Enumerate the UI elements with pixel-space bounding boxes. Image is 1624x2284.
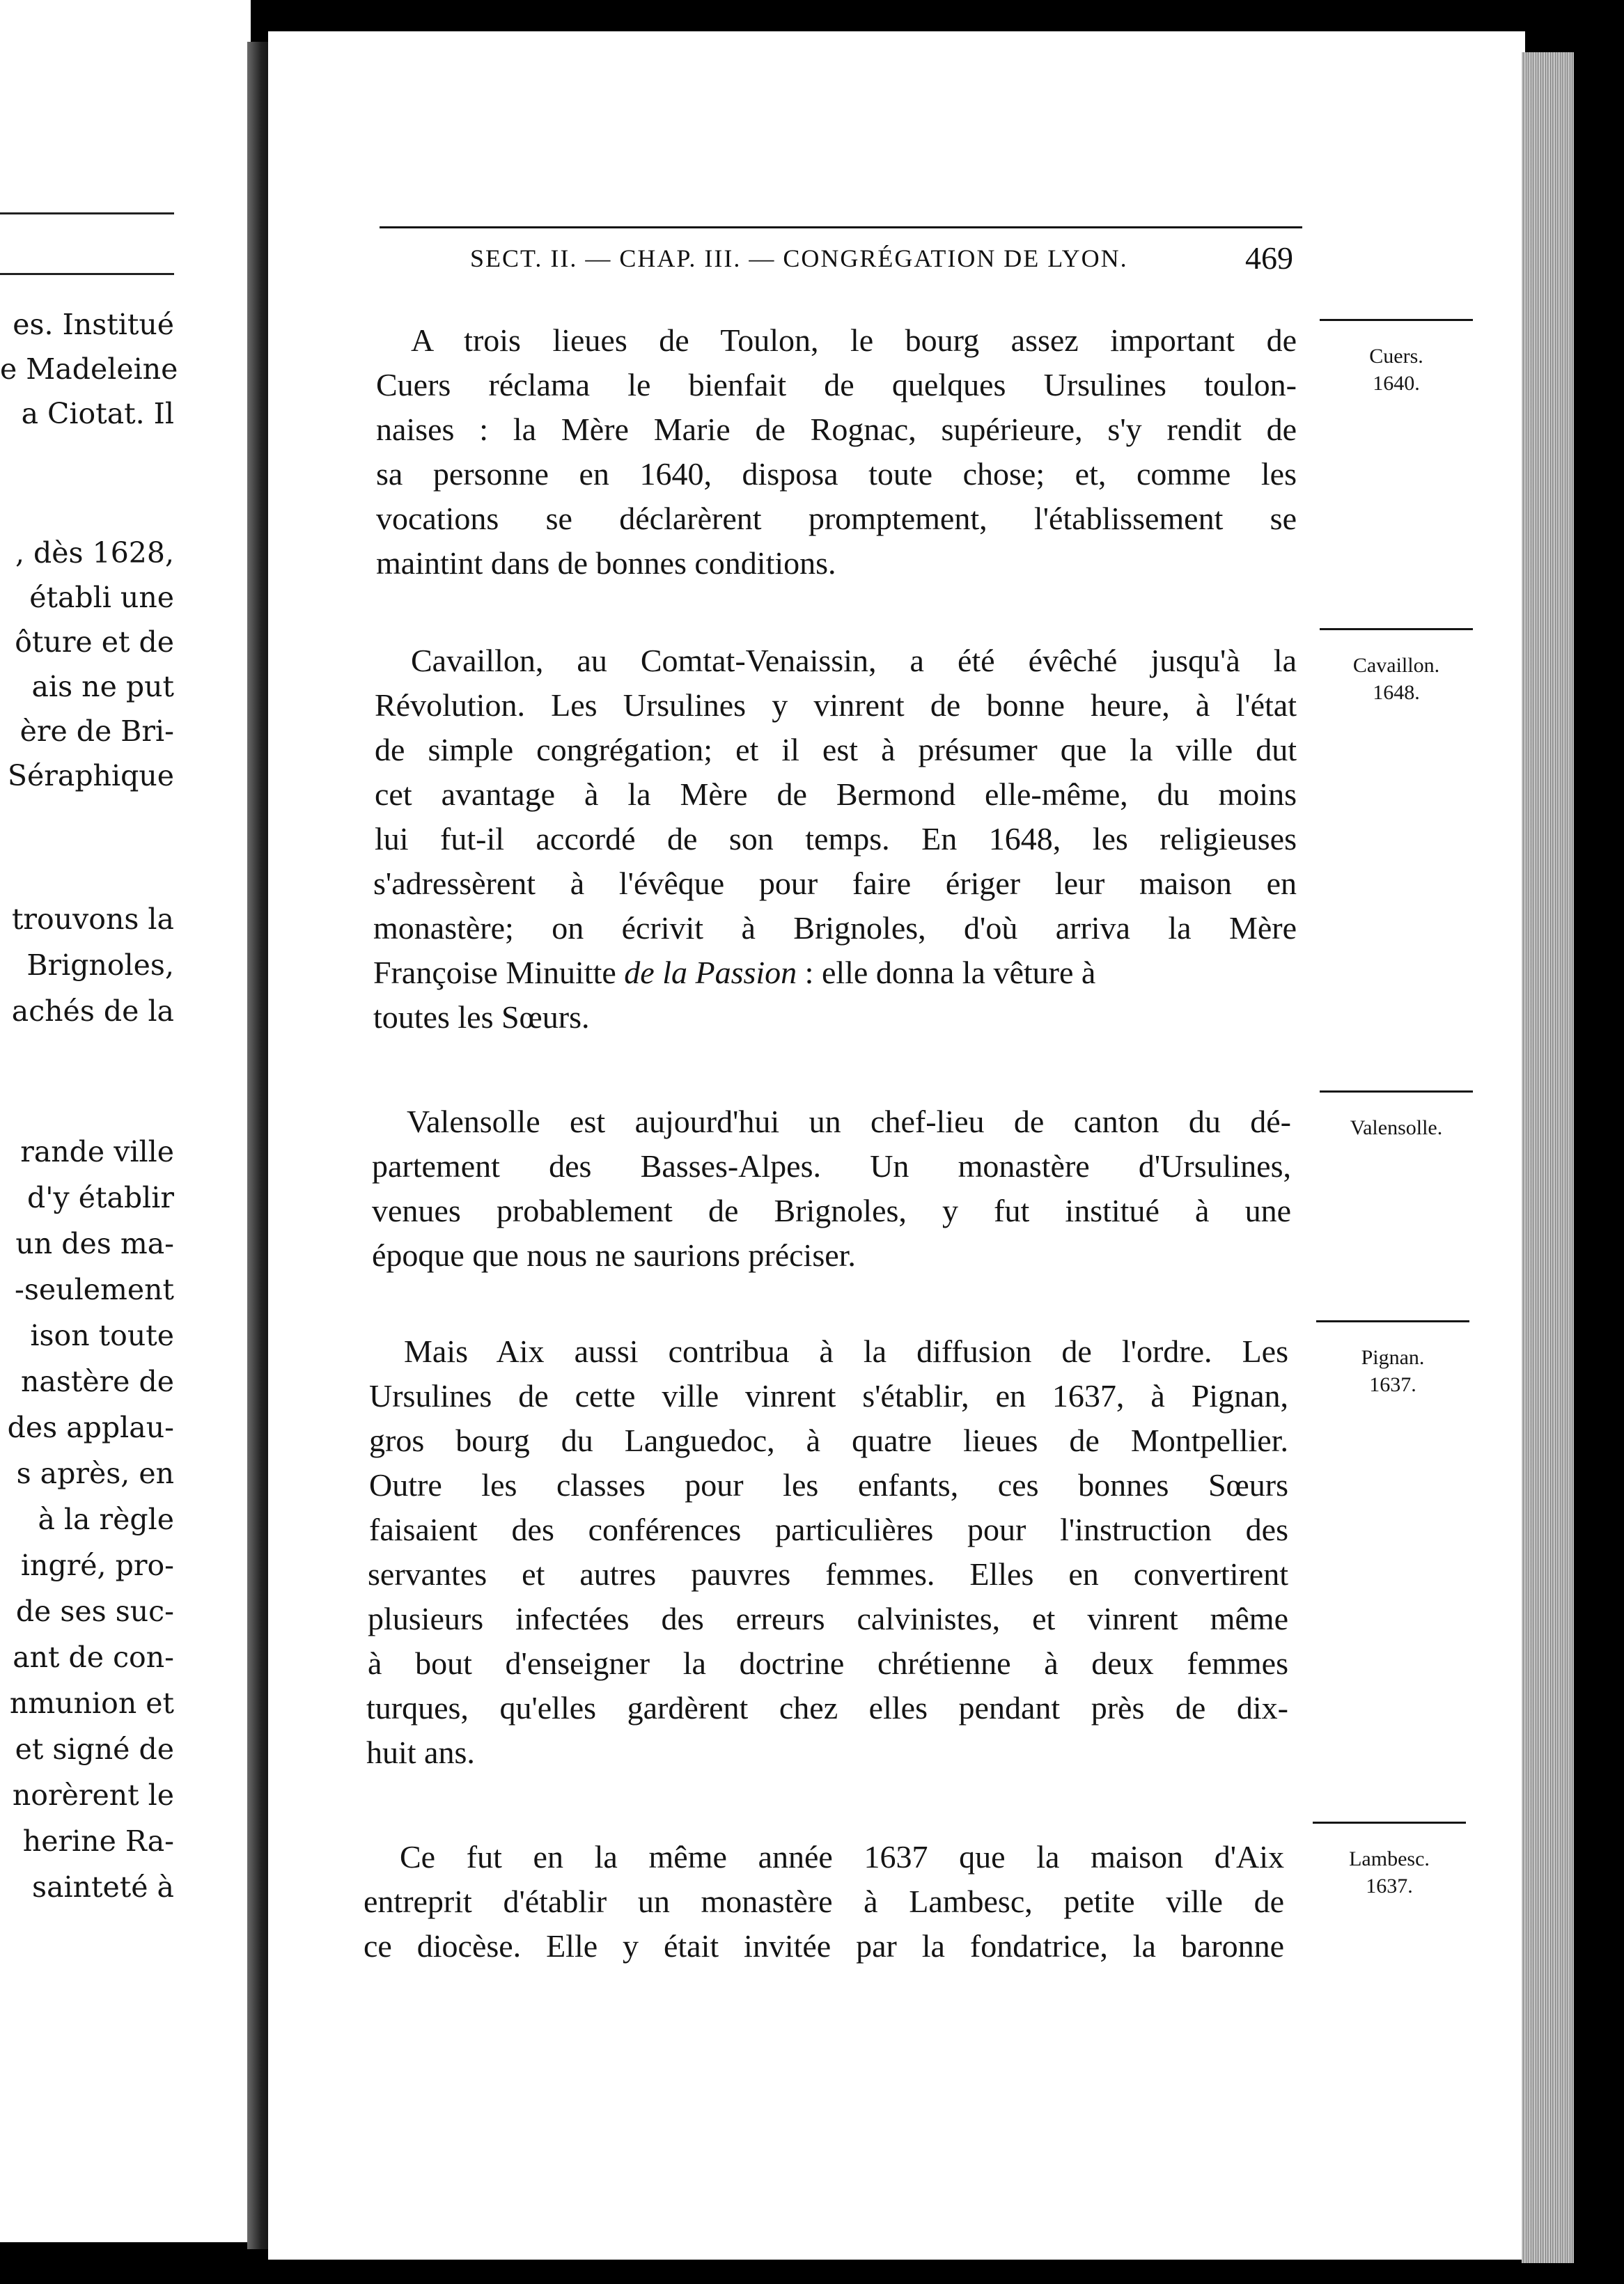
left-page-header-rule-2 <box>0 273 174 275</box>
paragraph-line: Ce fut en la même année 1637 que la maison d'Aix <box>400 1839 1284 1875</box>
left-facing-page <box>0 0 251 2242</box>
italic-phrase: de la Passion <box>624 955 797 990</box>
left-fragment: norèrent le <box>12 1778 174 1812</box>
paragraph-line: entreprit d'établir un monastère à Lambesc, petite ville de <box>364 1884 1284 1919</box>
paragraph-line: lui fut-il accordé de son temps. En 1648, les religieuses <box>375 821 1297 856</box>
left-fragment: rande ville <box>20 1135 174 1168</box>
left-fragment: nastère de <box>20 1365 174 1398</box>
paragraph-line: toutes les Sœurs. <box>373 999 590 1035</box>
paragraph-line-segment: : elle donna la vêture à <box>797 955 1096 990</box>
running-head: SECT. II. — CHAP. III. — CONGRÉGATION DE LYON. <box>470 244 1128 272</box>
left-fragment: Séraphique <box>7 759 174 792</box>
paragraph-line: vocations se déclarèrent promptement, l'établissement se <box>376 501 1297 536</box>
margin-note-year: 1637. <box>1369 1373 1416 1396</box>
margin-note <box>1327 343 1466 397</box>
paragraph-line: s'adressèrent à l'évêque pour faire ériger leur maison en <box>373 866 1297 901</box>
left-fragment: sainteté à <box>32 1870 174 1904</box>
left-fragment: ôture et de <box>15 625 174 659</box>
paragraph-line: faisaient des conférences particulières pour l'instruction des <box>369 1512 1288 1547</box>
left-fragment: ant de con- <box>13 1641 174 1674</box>
left-fragment: d'y établir <box>27 1181 174 1214</box>
paragraph-line: à bout d'enseigner la doctrine chrétienne à deux femmes <box>368 1645 1288 1681</box>
page-number: 469 <box>1245 240 1293 276</box>
paragraph-line: Cavaillon, au Comtat-Venaissin, a été évêché jusqu'à la <box>411 643 1297 678</box>
left-fragment: trouvons la <box>11 902 174 936</box>
paragraph-line: gros bourg du Languedoc, à quatre lieues de Montpellier. <box>369 1423 1288 1458</box>
margin-note <box>1320 1845 1459 1900</box>
paragraph-line-segment: Françoise Minuitte <box>373 955 616 990</box>
left-fragment: es. Institué <box>13 308 174 341</box>
margin-note-year: 1648. <box>1373 681 1420 704</box>
left-fragment: nmunion et <box>9 1687 174 1720</box>
paragraph-line: Valensolle est aujourd'hui un chef-lieu de canton du dé- <box>407 1104 1291 1139</box>
margin-note-year: 1640. <box>1373 372 1420 395</box>
left-fragment: ingré, pro- <box>20 1549 174 1582</box>
margin-note-rule <box>1313 1822 1466 1824</box>
margin-note-rule <box>1320 1090 1473 1093</box>
left-fragment: -seulement <box>15 1273 174 1306</box>
left-fragment: , dès 1628, <box>15 536 174 570</box>
margin-note-rule <box>1320 628 1473 630</box>
left-fragment: ais ne put <box>31 670 174 703</box>
paragraph-line: plusieurs infectées des erreurs calvinistes, et vinrent même <box>368 1601 1288 1636</box>
left-fragment: herine Ra- <box>22 1824 174 1858</box>
left-fragment: des applau- <box>7 1411 174 1444</box>
left-page-header-rule <box>0 212 174 214</box>
left-fragment: un des ma- <box>15 1227 174 1260</box>
left-fragment: s après, en <box>16 1457 174 1490</box>
paragraph-line: ce diocèse. Elle y était invitée par la fondatrice, la baronne <box>364 1928 1284 1964</box>
paragraph-line: Outre les classes pour les enfants, ces bonnes Sœurs <box>369 1467 1288 1503</box>
paragraph-line: maintint dans de bonnes conditions. <box>376 545 836 581</box>
paragraph-line: naises : la Mère Marie de Rognac, supérieure, s'y rendit de <box>376 412 1297 447</box>
paragraph-line: sa personne en 1640, disposa toute chose; et, comme les <box>376 456 1297 492</box>
paragraph-line: partement des Basses-Alpes. Un monastère d'Ursulines, <box>372 1148 1291 1184</box>
left-fragment: e Madeleine <box>0 352 178 386</box>
margin-note-year: 1637. <box>1366 1875 1413 1898</box>
paragraph-line: époque que nous ne saurions préciser. <box>372 1237 856 1273</box>
left-fragment: ison toute <box>30 1319 174 1352</box>
left-fragment: a Ciotat. Il <box>21 397 174 430</box>
paragraph-line: Ursulines de cette ville vinrent s'établir, en 1637, à Pignan, <box>369 1378 1288 1414</box>
paragraph-line: Mais Aix aussi contribua à la diffusion de l'ordre. Les <box>404 1333 1288 1369</box>
left-fragment: Brignoles, <box>26 948 174 982</box>
margin-note <box>1323 1344 1462 1398</box>
margin-note-rule <box>1320 319 1473 321</box>
paragraph-line: servantes et autres pauvres femmes. Elles en convertirent <box>368 1556 1288 1592</box>
paragraph-line: cet avantage à la Mère de Bermond elle-même, du moins <box>375 776 1297 812</box>
paragraph-line: monastère; on écrivit à Brignoles, d'où arriva la Mère <box>373 910 1297 946</box>
margin-note-place: Lambesc. <box>1349 1847 1430 1870</box>
paragraph-line: Cuers réclama le bienfait de quelques Ursulines toulon- <box>376 367 1297 402</box>
left-fragment: ère de Bri- <box>19 714 174 748</box>
paragraph-line: turques, qu'elles gardèrent chez elles pendant près de dix- <box>366 1690 1288 1726</box>
paragraph-line: de simple congrégation; et il est à présumer que la ville dut <box>375 732 1297 767</box>
left-fragment: établi une <box>29 581 174 614</box>
paragraph-line-mixed <box>373 957 1095 989</box>
margin-note-place: Valensolle. <box>1350 1116 1443 1139</box>
margin-note-place: Pignan. <box>1361 1346 1425 1369</box>
paragraph-line: venues probablement de Brignoles, y fut institué à une <box>372 1193 1291 1228</box>
left-fragment: à la règle <box>38 1503 174 1536</box>
margin-note-rule <box>1316 1320 1469 1322</box>
margin-note <box>1327 652 1466 706</box>
left-fragment: et signé de <box>15 1732 174 1766</box>
left-fragment: de ses suc- <box>15 1595 174 1628</box>
left-fragment: achés de la <box>11 994 174 1028</box>
margin-note-place: Cavaillon. <box>1352 654 1440 677</box>
paragraph-line: A trois lieues de Toulon, le bourg assez important de <box>411 322 1297 358</box>
margin-note <box>1327 1114 1466 1141</box>
margin-note-place: Cuers. <box>1369 345 1423 368</box>
page-edges <box>1522 52 1574 2263</box>
paragraph-line: huit ans. <box>366 1735 475 1770</box>
header-rule <box>380 226 1302 228</box>
paragraph-line: Révolution. Les Ursulines y vinrent de bonne heure, à l'état <box>375 687 1297 723</box>
